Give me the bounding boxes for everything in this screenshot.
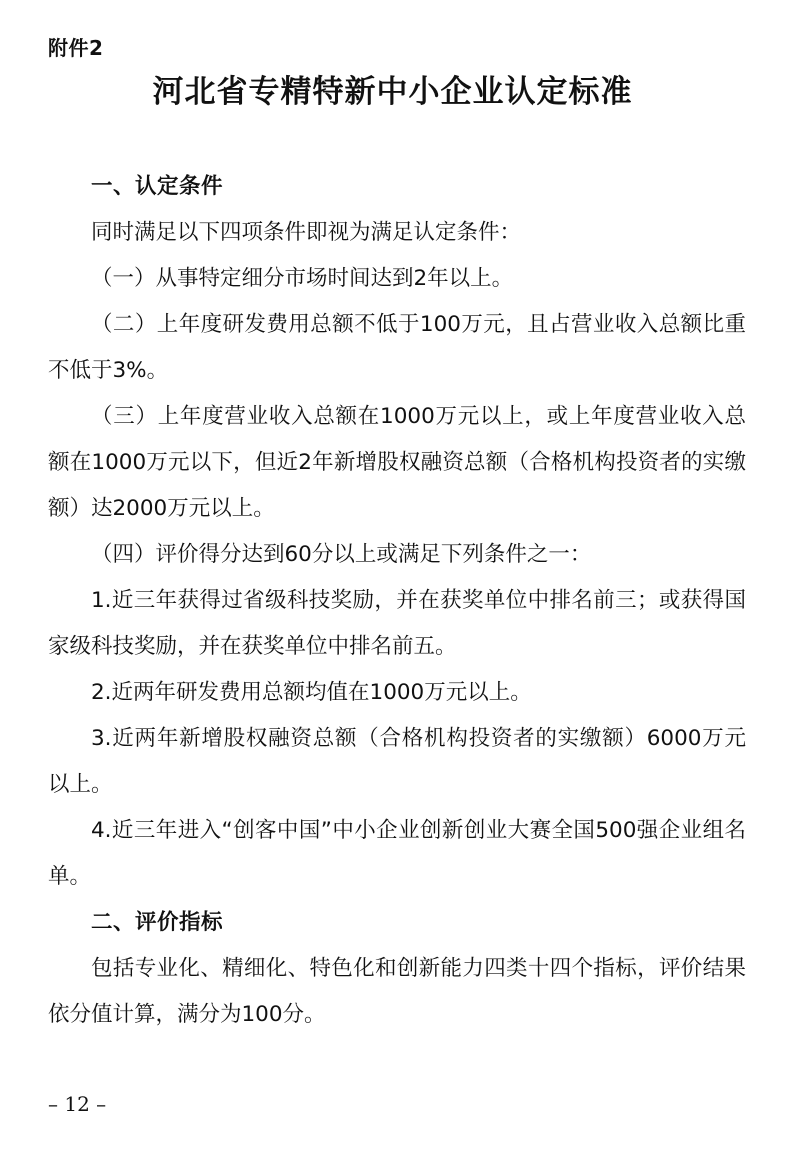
page-number: – 12 –	[48, 1092, 107, 1116]
intro-paragraph: 同时满足以下四项条件即视为满足认定条件：	[91, 220, 522, 245]
document-title: 河北省专精特新中小企业认定标准	[152, 74, 633, 110]
list-item-3: 3.近两年新增股权融资总额（合格机构投资者的实缴额）6000万元以上。	[48, 726, 746, 797]
condition-2: （二）上年度研发费用总额不低于100万元，且占营业收入总额比重不低于3%。	[48, 312, 746, 383]
condition-1: （一）从事特定细分市场时间达到2年以上。	[91, 266, 514, 291]
condition-4: （四）评价得分达到60分以上或满足下列条件之一：	[91, 542, 592, 567]
condition-3: （三）上年度营业收入总额在1000万元以上，或上年度营业收入总额在1000万元以下，但近2年新增股权融资总额（合格机构投资者的实缴额）达2000万元以上。	[48, 404, 746, 521]
attachment-label: 附件2	[48, 36, 104, 60]
list-item-2: 2.近两年研发费用总额均值在1000万元以上。	[91, 680, 532, 705]
section-heading-2: 二、评价指标	[91, 910, 224, 935]
section-heading-1: 一、认定条件	[91, 174, 224, 199]
section-2-paragraph: 包括专业化、精细化、特色化和创新能力四类十四个指标，评价结果依分值计算，满分为100分。	[48, 956, 746, 1027]
list-item-1: 1.近三年获得过省级科技奖励，并在获奖单位中排名前三；或获得国家级科技奖励，并在获奖单位中排名前五。	[48, 588, 746, 659]
document-body	[48, 164, 746, 1038]
list-item-4: 4.近三年进入“创客中国”中小企业创新创业大赛全国500强企业组名单。	[48, 818, 746, 889]
